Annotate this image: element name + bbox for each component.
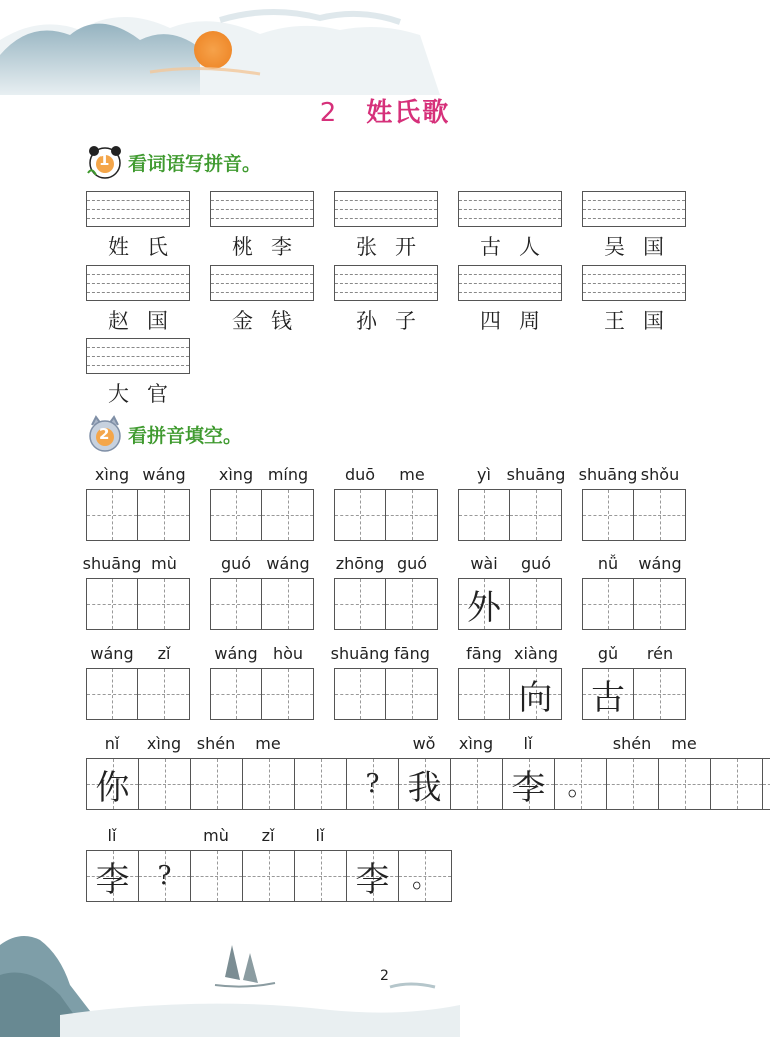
pinyin-answer-box[interactable]	[458, 191, 562, 227]
guide-line	[459, 292, 561, 293]
grid-cell[interactable]	[634, 579, 685, 629]
grid-cell[interactable]	[399, 851, 451, 901]
word-label: 孙子	[356, 309, 434, 333]
grid-cell[interactable]	[386, 669, 437, 719]
word-label: 姓氏	[108, 235, 186, 259]
character-grid	[582, 668, 686, 720]
grid-character: 我	[407, 767, 442, 808]
grid-cell[interactable]	[87, 759, 139, 809]
pinyin-answer-box[interactable]	[582, 265, 686, 301]
word-label: 古人	[480, 235, 558, 259]
character-grid	[210, 489, 314, 541]
guide-line	[87, 365, 189, 366]
pinyin-label: me	[671, 734, 697, 753]
grid-cell[interactable]	[139, 851, 191, 901]
section-2-label: 看拼音填空。	[128, 424, 243, 447]
grid-cell[interactable]	[510, 579, 561, 629]
guide-line	[87, 200, 189, 201]
pinyin-label: zǐ	[157, 644, 171, 663]
pinyin-label: xìng	[218, 465, 254, 484]
grid-cell[interactable]	[451, 759, 503, 809]
pinyin-label: hòu	[272, 644, 304, 663]
pinyin-label: zhōng	[335, 554, 385, 573]
pinyin-label: mù	[151, 554, 177, 573]
guide-line	[87, 292, 189, 293]
character-grid	[458, 489, 562, 541]
guide-line	[459, 283, 561, 284]
grid-cell[interactable]	[243, 759, 295, 809]
character-grid	[334, 668, 438, 720]
grid-cell[interactable]	[763, 759, 770, 809]
guide-line	[87, 274, 189, 275]
landscape-decoration-top	[0, 0, 440, 95]
pinyin-label: mù	[203, 826, 229, 845]
grid-cell[interactable]	[607, 759, 659, 809]
pinyin-label: shǒu	[640, 465, 680, 484]
pinyin-label: guó	[396, 554, 428, 573]
pinyin-label: fāng	[466, 644, 502, 663]
pinyin-label: shuāng	[82, 554, 142, 573]
pinyin-label: gǔ	[597, 644, 619, 663]
grid-cell[interactable]	[335, 579, 386, 629]
grid-cell[interactable]	[634, 669, 685, 719]
landscape-decoration-bottom	[0, 925, 460, 1037]
grid-cell[interactable]	[262, 490, 313, 540]
sentence-grid	[86, 850, 452, 902]
pinyin-label: wáng	[90, 644, 134, 663]
grid-character: 李	[95, 859, 130, 900]
guide-line	[459, 218, 561, 219]
page-title	[0, 92, 770, 129]
word-label: 桃李	[232, 235, 310, 259]
guide-line	[211, 209, 313, 210]
pinyin-label: yì	[477, 465, 491, 484]
grid-cell[interactable]	[262, 669, 313, 719]
section-1-header	[86, 142, 261, 182]
grid-cell[interactable]	[138, 579, 189, 629]
pinyin-label: me	[399, 465, 425, 484]
grid-cell[interactable]	[211, 579, 262, 629]
section-2-number: 2	[99, 425, 110, 443]
word-label: 张开	[356, 235, 434, 259]
pinyin-answer-box[interactable]	[86, 265, 190, 301]
pinyin-label: lǐ	[107, 826, 117, 845]
guide-line	[583, 209, 685, 210]
guide-line	[335, 274, 437, 275]
grid-cell[interactable]	[335, 669, 386, 719]
pinyin-label: shuāng	[330, 644, 390, 663]
guide-line	[211, 200, 313, 201]
guide-line	[459, 274, 561, 275]
grid-character: 李	[511, 767, 546, 808]
word-label: 大官	[108, 382, 186, 406]
grid-cell[interactable]	[510, 490, 561, 540]
pinyin-answer-box[interactable]	[86, 191, 190, 227]
guide-line	[87, 209, 189, 210]
grid-character: ?	[365, 769, 380, 799]
grid-character: ?	[157, 861, 172, 891]
pinyin-label: lǐ	[315, 826, 325, 845]
guide-line	[335, 218, 437, 219]
grid-cell[interactable]	[243, 851, 295, 901]
grid-cell[interactable]	[459, 579, 510, 629]
guide-line	[583, 274, 685, 275]
guide-line	[87, 347, 189, 348]
page-number: 2	[380, 968, 389, 984]
pinyin-label: xiàng	[513, 644, 559, 663]
grid-cell[interactable]	[555, 759, 607, 809]
word-label: 四周	[480, 309, 558, 333]
character-grid	[334, 489, 438, 541]
grid-cell[interactable]	[87, 490, 138, 540]
guide-line	[211, 274, 313, 275]
grid-cell[interactable]	[510, 669, 561, 719]
grid-character: 向	[518, 677, 553, 718]
pinyin-label: wáng	[266, 554, 310, 573]
pinyin-label: nǐ	[104, 734, 120, 753]
grid-cell[interactable]	[503, 759, 555, 809]
guide-line	[583, 200, 685, 201]
grid-cell[interactable]	[459, 490, 510, 540]
pinyin-label: shuāng	[506, 465, 566, 484]
guide-line	[583, 292, 685, 293]
guide-line	[87, 356, 189, 357]
grid-cell[interactable]	[386, 490, 437, 540]
pinyin-label: rén	[646, 644, 674, 663]
guide-line	[211, 218, 313, 219]
guide-line	[87, 283, 189, 284]
grid-cell[interactable]	[262, 579, 313, 629]
lesson-number: 2	[319, 98, 339, 128]
pinyin-answer-box[interactable]	[86, 338, 190, 374]
pinyin-label: wǒ	[412, 734, 436, 753]
character-grid	[458, 578, 562, 630]
pinyin-label: wáng	[638, 554, 682, 573]
pinyin-label: xìng	[94, 465, 130, 484]
pinyin-label: guó	[520, 554, 552, 573]
grid-cell[interactable]	[634, 490, 685, 540]
grid-cell[interactable]	[711, 759, 763, 809]
pinyin-label: zǐ	[261, 826, 275, 845]
grid-cell[interactable]	[138, 669, 189, 719]
guide-line	[459, 200, 561, 201]
grid-character: 李	[355, 859, 390, 900]
pinyin-label: wáng	[214, 644, 258, 663]
pinyin-label: duō	[344, 465, 376, 484]
pinyin-label: lǐ	[523, 734, 533, 753]
character-grid	[582, 578, 686, 630]
grid-cell[interactable]	[347, 759, 399, 809]
grid-cell[interactable]	[295, 851, 347, 901]
sentence-grid	[86, 758, 770, 810]
guide-line	[459, 209, 561, 210]
grid-character: 外	[467, 587, 501, 628]
grid-cell[interactable]	[583, 579, 634, 629]
pinyin-answer-box[interactable]	[458, 265, 562, 301]
guide-line	[211, 292, 313, 293]
grid-cell[interactable]	[139, 759, 191, 809]
grid-character: 古	[591, 677, 625, 718]
pinyin-answer-box[interactable]	[334, 265, 438, 301]
pinyin-label: nǚ	[597, 554, 619, 573]
grid-cell[interactable]	[399, 759, 451, 809]
guide-line	[335, 292, 437, 293]
word-label: 吴国	[604, 235, 682, 259]
pinyin-label: shén	[612, 734, 652, 753]
grid-cell[interactable]	[295, 759, 347, 809]
guide-line	[583, 283, 685, 284]
character-grid	[86, 668, 190, 720]
grid-character: 。	[411, 863, 438, 894]
lesson-title: 姓氏歌	[366, 98, 451, 128]
guide-line	[335, 209, 437, 210]
pinyin-answer-box[interactable]	[210, 191, 314, 227]
word-label: 赵国	[108, 309, 186, 333]
grid-character: 你	[95, 767, 130, 808]
grid-character: 。	[567, 771, 594, 802]
grid-cell[interactable]	[583, 669, 634, 719]
character-grid	[86, 578, 190, 630]
grid-cell[interactable]	[138, 490, 189, 540]
pinyin-answer-box[interactable]	[334, 191, 438, 227]
pinyin-label: fāng	[394, 644, 430, 663]
pinyin-label: guó	[220, 554, 252, 573]
word-label: 金钱	[232, 309, 310, 333]
pinyin-label: shén	[196, 734, 236, 753]
section-2-header	[86, 414, 242, 454]
pinyin-label: me	[255, 734, 281, 753]
guide-line	[335, 200, 437, 201]
character-grid	[458, 668, 562, 720]
pinyin-label: wáng	[142, 465, 186, 484]
guide-line	[211, 283, 313, 284]
guide-line	[335, 283, 437, 284]
character-grid	[210, 578, 314, 630]
grid-cell[interactable]	[659, 759, 711, 809]
guide-line	[583, 218, 685, 219]
grid-cell[interactable]	[583, 490, 634, 540]
grid-cell[interactable]	[87, 579, 138, 629]
grid-cell[interactable]	[347, 851, 399, 901]
grid-cell[interactable]	[459, 669, 510, 719]
character-grid	[334, 578, 438, 630]
pinyin-label: shuāng	[578, 465, 638, 484]
pinyin-answer-box[interactable]	[582, 191, 686, 227]
pinyin-label: xìng	[458, 734, 494, 753]
guide-line	[87, 218, 189, 219]
section-1-label: 看词语写拼音。	[128, 152, 262, 175]
pinyin-label: xìng	[146, 734, 182, 753]
grid-cell[interactable]	[335, 490, 386, 540]
pinyin-label: wài	[470, 554, 498, 573]
character-grid	[210, 668, 314, 720]
grid-cell[interactable]	[87, 669, 138, 719]
character-grid	[86, 489, 190, 541]
pinyin-label: míng	[267, 465, 309, 484]
grid-cell[interactable]	[191, 851, 243, 901]
grid-cell[interactable]	[211, 490, 262, 540]
grid-cell[interactable]	[211, 669, 262, 719]
grid-cell[interactable]	[386, 579, 437, 629]
pinyin-answer-box[interactable]	[210, 265, 314, 301]
grid-cell[interactable]	[87, 851, 139, 901]
section-1-number: 1	[99, 151, 110, 169]
grid-cell[interactable]	[191, 759, 243, 809]
word-label: 王国	[604, 309, 682, 333]
character-grid	[582, 489, 686, 541]
